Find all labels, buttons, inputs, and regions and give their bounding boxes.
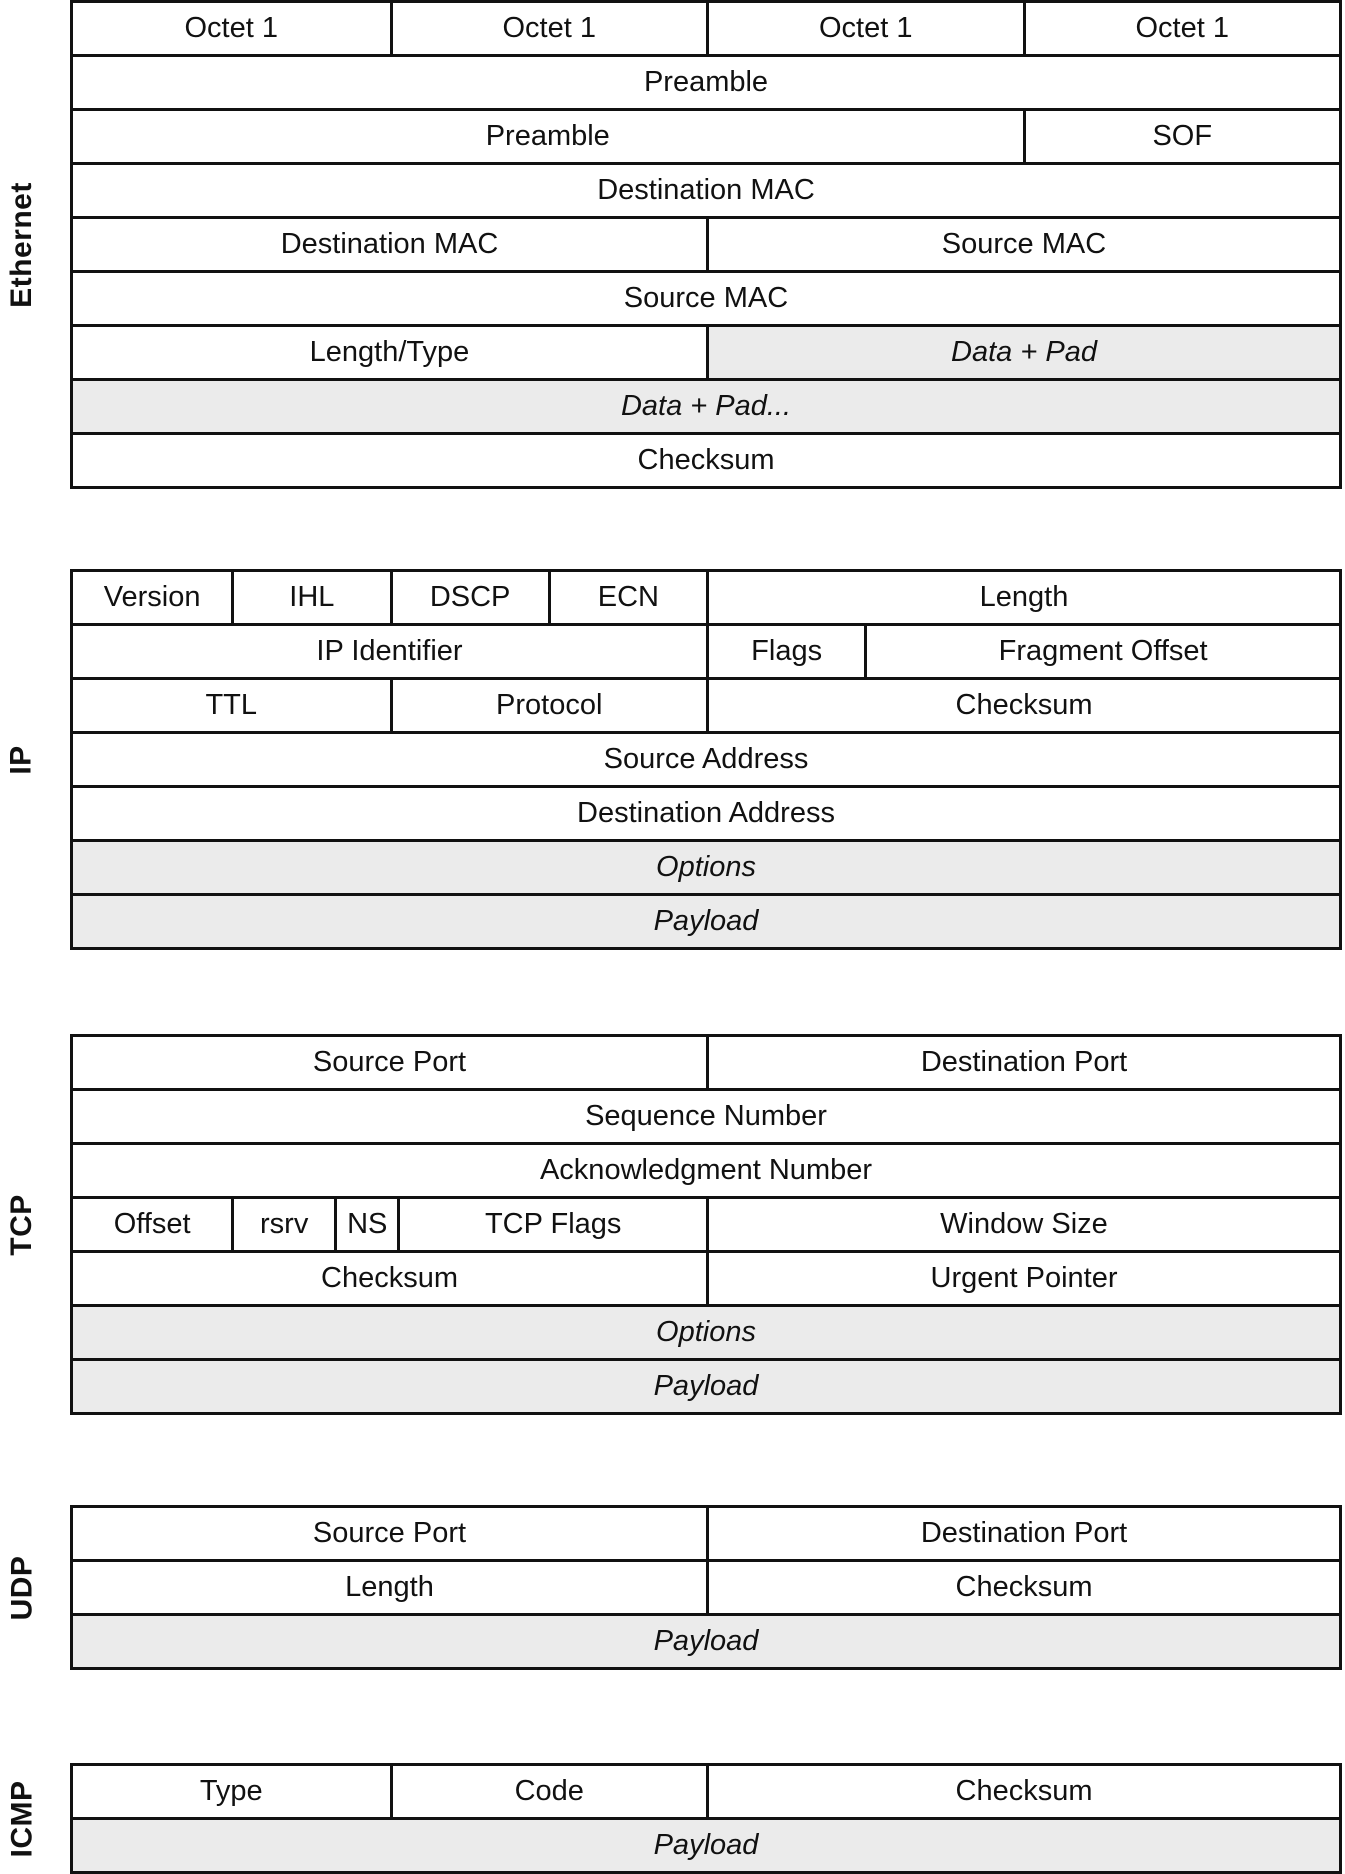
header-field: Sequence Number xyxy=(585,1100,827,1132)
header-field: Destination Port xyxy=(706,1037,1339,1088)
header-row xyxy=(73,1304,1339,1358)
header-field: Destination MAC xyxy=(280,228,499,260)
header-field: DSCP xyxy=(390,572,548,623)
header-row xyxy=(73,324,1339,378)
header-field: Octet 1 xyxy=(184,12,278,44)
header-row xyxy=(73,108,1339,162)
header-field: Source MAC xyxy=(623,282,789,314)
header-field: IHL xyxy=(231,572,389,623)
header-field: ECN xyxy=(548,572,706,623)
header-row xyxy=(73,677,1339,731)
header-field: Fragment Offset xyxy=(864,626,1339,677)
header-row xyxy=(73,785,1339,839)
header-field: Offset xyxy=(113,1208,191,1240)
header-row xyxy=(73,1037,1339,1088)
header-row xyxy=(73,1358,1339,1412)
header-field: Acknowledgment Number xyxy=(539,1154,873,1186)
header-field: NS xyxy=(334,1199,397,1250)
section-label-text: IP xyxy=(4,744,38,775)
header-row xyxy=(73,162,1339,216)
header-field: Type xyxy=(199,1775,263,1807)
header-field: Source MAC xyxy=(706,219,1339,270)
section-label-text: ICMP xyxy=(5,1780,38,1857)
header-field: Options xyxy=(73,842,1339,893)
header-field: Octet 1 xyxy=(706,3,1023,54)
header-row xyxy=(73,1766,1339,1817)
header-field: Source Port xyxy=(312,1046,467,1078)
header-field: Length xyxy=(706,572,1339,623)
header-field: Flags xyxy=(706,626,864,677)
header-row xyxy=(73,378,1339,432)
header-field: Destination MAC xyxy=(597,174,815,206)
header-field: Window Size xyxy=(706,1199,1339,1250)
section-label xyxy=(0,569,44,950)
header-row xyxy=(73,1250,1339,1304)
header-row xyxy=(73,623,1339,677)
header-field: Preamble xyxy=(643,66,769,98)
header-field: Payload xyxy=(73,1616,1339,1667)
header-row xyxy=(73,216,1339,270)
header-field: rsrv xyxy=(231,1199,334,1250)
header-row xyxy=(73,731,1339,785)
header-field: Source Address xyxy=(603,743,809,775)
header-table xyxy=(70,1763,1342,1874)
section-label xyxy=(0,1505,44,1670)
header-row xyxy=(73,1196,1339,1250)
header-field: Payload xyxy=(73,896,1339,947)
header-field: Length xyxy=(345,1571,434,1603)
header-field: TCP Flags xyxy=(397,1199,706,1250)
header-field: Destination Address xyxy=(577,797,835,829)
header-field: Checksum xyxy=(706,1562,1339,1613)
header-field: Protocol xyxy=(390,680,707,731)
header-row xyxy=(73,1508,1339,1559)
header-field: Payload xyxy=(73,1820,1339,1871)
header-field: Checksum xyxy=(706,1766,1339,1817)
header-row xyxy=(73,270,1339,324)
header-field: Octet 1 xyxy=(1023,3,1340,54)
header-field: Data + Pad... xyxy=(73,381,1339,432)
header-row xyxy=(73,893,1339,947)
header-field: Version xyxy=(103,581,201,613)
header-row xyxy=(73,1817,1339,1871)
header-field: Preamble xyxy=(485,120,610,152)
header-field: Checksum xyxy=(637,444,775,476)
header-table xyxy=(70,569,1342,950)
header-row xyxy=(73,1088,1339,1142)
header-field: Source Port xyxy=(312,1517,467,1549)
section-label xyxy=(0,1763,44,1874)
section-label xyxy=(0,1034,44,1415)
header-field: Length/Type xyxy=(309,336,470,368)
header-row xyxy=(73,572,1339,623)
header-field: Data + Pad xyxy=(706,327,1339,378)
header-field: SOF xyxy=(1023,111,1340,162)
header-row xyxy=(73,1613,1339,1667)
header-table xyxy=(70,0,1342,489)
header-field: Checksum xyxy=(706,680,1339,731)
header-row xyxy=(73,54,1339,108)
section-label-text: Ethernet xyxy=(5,181,38,308)
header-table xyxy=(70,1505,1342,1670)
header-field: Checksum xyxy=(321,1262,458,1294)
section-label-text: UDP xyxy=(5,1555,38,1620)
header-table xyxy=(70,1034,1342,1415)
header-field: Octet 1 xyxy=(390,3,707,54)
header-field: TTL xyxy=(205,689,258,721)
header-field: Options xyxy=(73,1307,1339,1358)
section-label-text: TCP xyxy=(5,1193,38,1256)
header-field: Destination Port xyxy=(706,1508,1339,1559)
header-row xyxy=(73,432,1339,486)
header-field: IP Identifier xyxy=(316,635,463,667)
section-label xyxy=(0,0,44,489)
header-field: Code xyxy=(390,1766,707,1817)
header-row xyxy=(73,3,1339,54)
header-field: Payload xyxy=(73,1361,1339,1412)
header-row xyxy=(73,1142,1339,1196)
header-row xyxy=(73,839,1339,893)
header-row xyxy=(73,1559,1339,1613)
header-field: Urgent Pointer xyxy=(706,1253,1339,1304)
